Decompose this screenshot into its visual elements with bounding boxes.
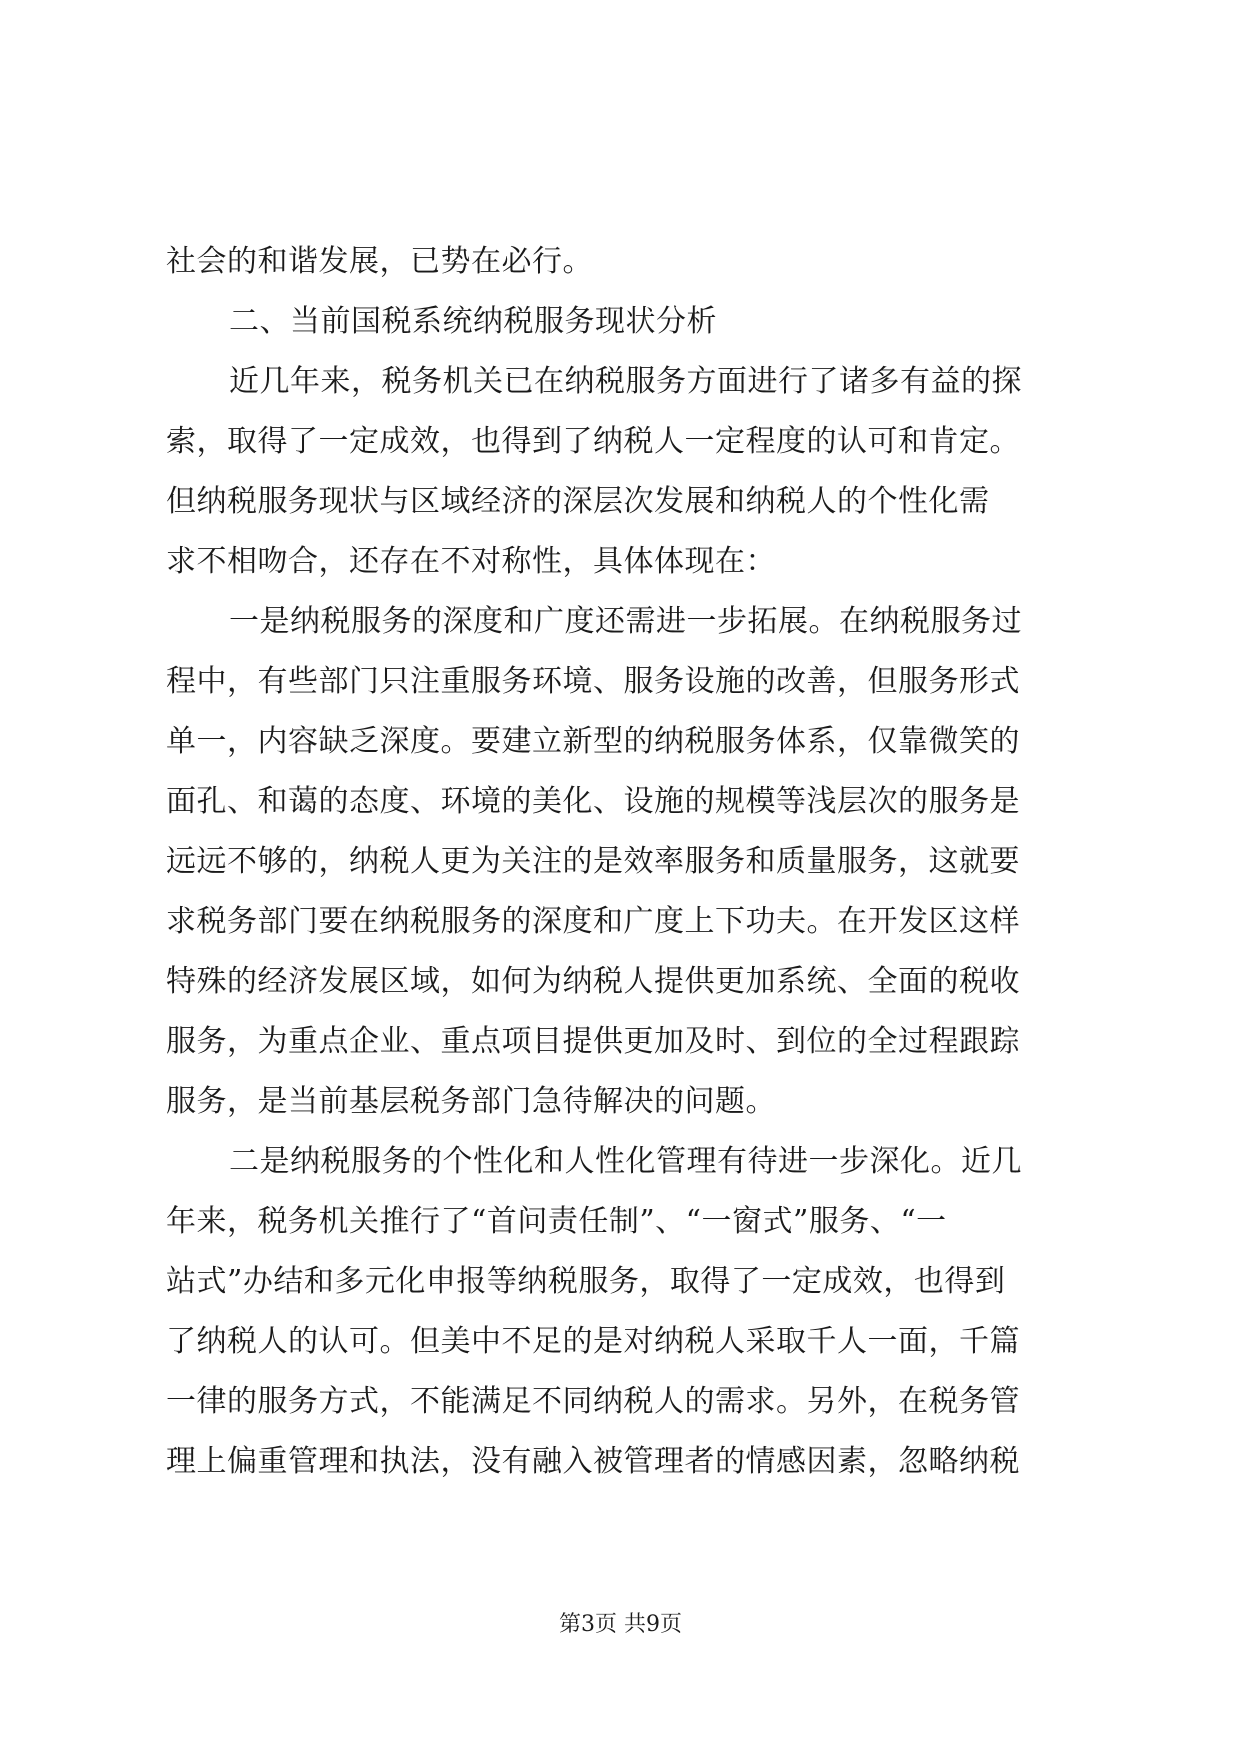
document-body xyxy=(166,232,1086,1492)
text-line: 面孔、和蔼的态度、环境的美化、设施的规模等浅层次的服务是 xyxy=(166,784,1020,819)
text-line: 服务，是当前基层税务部门急待解决的问题。 xyxy=(166,1084,776,1119)
page-number-footer: 第3页 共9页 xyxy=(559,1612,682,1637)
text-line: 求不相吻合，还存在不对称性，具体体现在： xyxy=(166,544,776,579)
text-line: 特殊的经济发展区域，如何为纳税人提供更加系统、全面的税收 xyxy=(166,964,1020,999)
text-line: 一是纳税服务的深度和广度还需进一步拓展。在纳税服务过 xyxy=(229,604,1022,639)
text-line: 了纳税人的认可。但美中不足的是对纳税人采取千人一面，千篇 xyxy=(166,1324,1020,1359)
text-line: 索，取得了一定成效，也得到了纳税人一定程度的认可和肯定。 xyxy=(166,424,1020,459)
text-line: 近几年来，税务机关已在纳税服务方面进行了诸多有益的探 xyxy=(229,364,1022,399)
text-line: 求税务部门要在纳税服务的深度和广度上下功夫。在开发区这样 xyxy=(166,904,1020,939)
text-line: 但纳税服务现状与区域经济的深层次发展和纳税人的个性化需 xyxy=(166,484,990,519)
text-line: 年来，税务机关推行了“首问责任制”、“一窗式”服务、“一 xyxy=(166,1204,947,1239)
text-line: 二是纳税服务的个性化和人性化管理有待进一步深化。近几 xyxy=(229,1144,1022,1179)
text-line: 一律的服务方式，不能满足不同纳税人的需求。另外，在税务管 xyxy=(166,1384,1020,1419)
text-line: 社会的和谐发展，已势在必行。 xyxy=(166,244,593,279)
text-line: 理上偏重管理和执法，没有融入被管理者的情感因素，忽略纳税 xyxy=(166,1444,1020,1479)
text-line: 程中，有些部门只注重服务环境、服务设施的改善，但服务形式 xyxy=(166,664,1020,699)
text-line: 单一，内容缺乏深度。要建立新型的纳税服务体系，仅靠微笑的 xyxy=(166,724,1020,759)
text-line: 站式”办结和多元化申报等纳税服务，取得了一定成效，也得到 xyxy=(166,1264,1006,1299)
text-line: 服务，为重点企业、重点项目提供更加及时、到位的全过程跟踪 xyxy=(166,1024,1020,1059)
text-line: 二、当前国税系统纳税服务现状分析 xyxy=(229,304,717,339)
text-line: 远远不够的，纳税人更为关注的是效率服务和质量服务，这就要 xyxy=(166,844,1020,879)
